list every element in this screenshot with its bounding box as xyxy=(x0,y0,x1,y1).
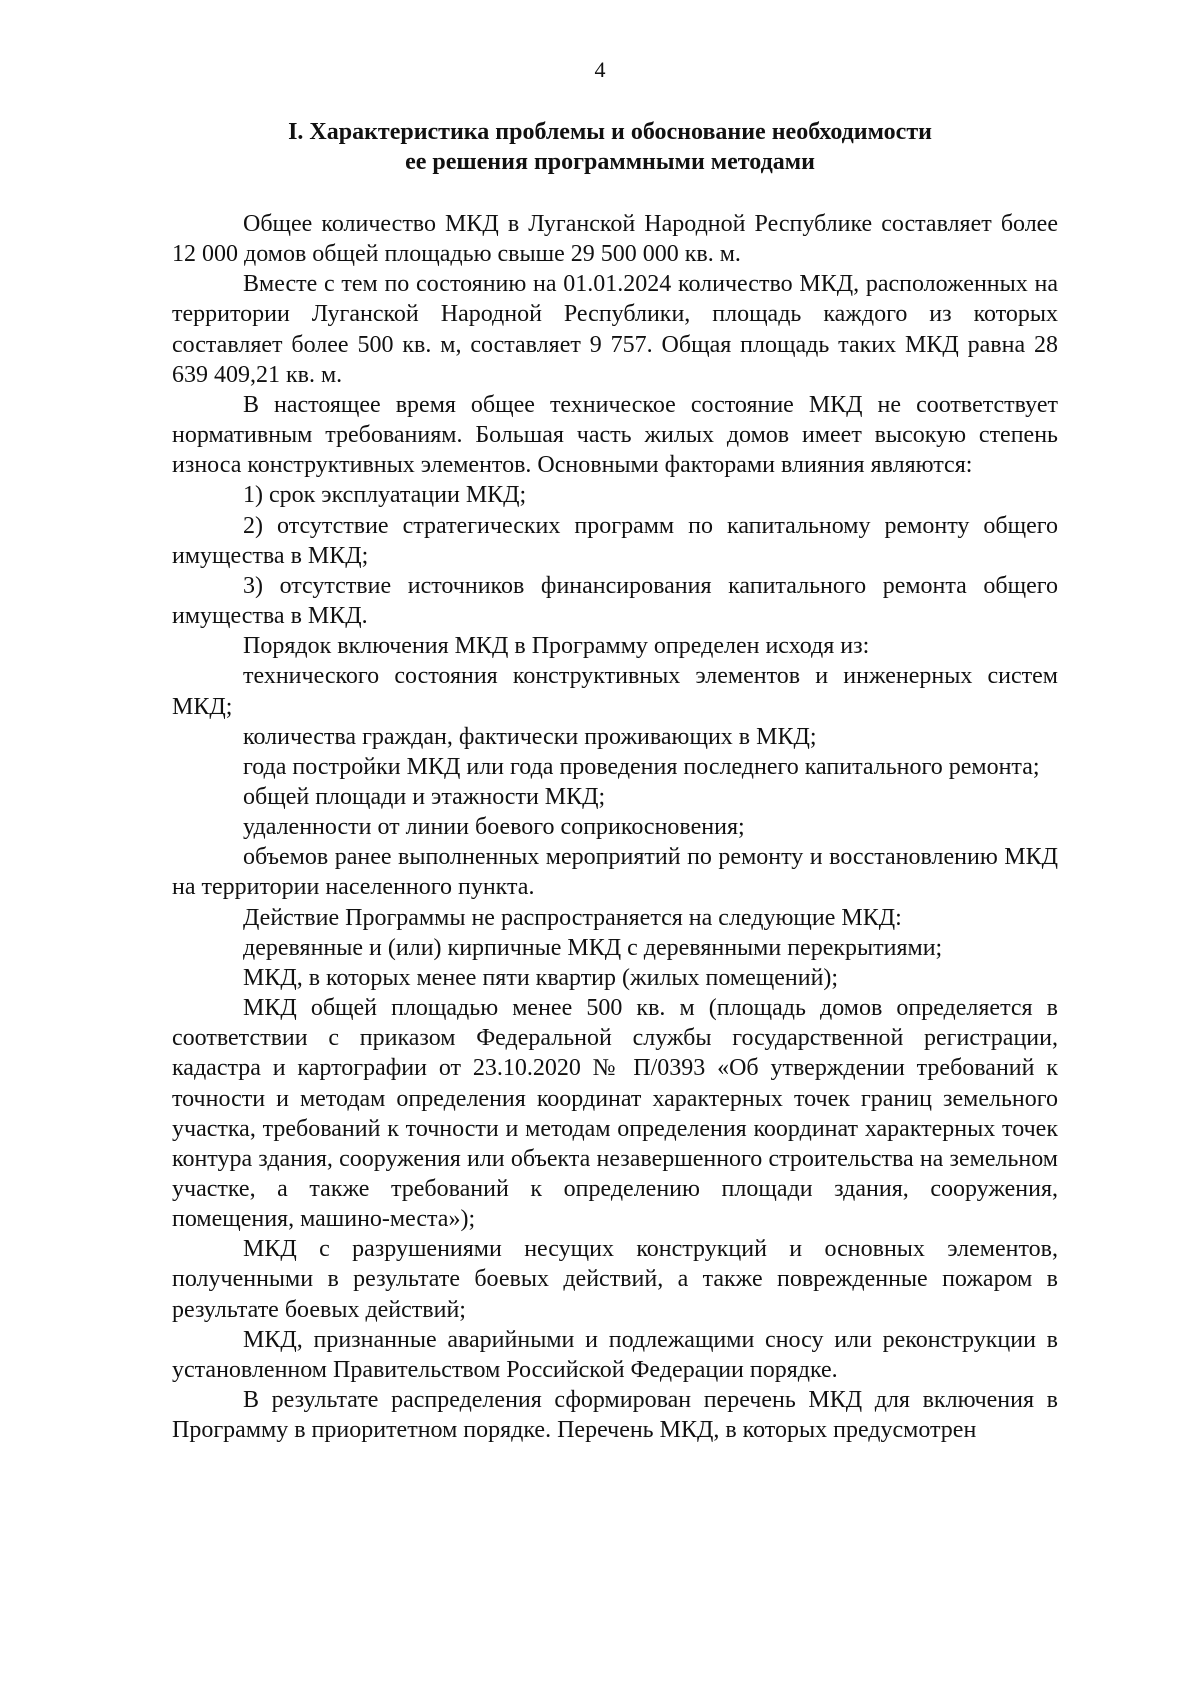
list-item-exclusion-2: МКД, в которых менее пяти квартир (жилых помещений); xyxy=(243,964,839,991)
section-heading xyxy=(170,117,1050,177)
section-heading-line-2: ее решения программными методами xyxy=(405,149,815,175)
paragraph-inclusion-order: Порядок включения МКД в Программу определен исходя из: xyxy=(243,633,870,660)
list-item-factor-2: 2) отсутствие стратегических программ по капитальному ремонту общего имущества в МКД; xyxy=(172,512,1058,569)
list-item-criterion-1: технического состояния конструктивных элементов и инженерных систем МКД; xyxy=(172,663,1058,720)
list-item-criterion-4: общей площади и этажности МКД; xyxy=(243,783,606,810)
paragraph-exclusions: Действие Программы не распространяется на следующие МКД: xyxy=(243,904,902,931)
list-item-criterion-2: количества граждан, фактически проживающих в МКД; xyxy=(243,723,817,750)
paragraph-count-2024: Вместе с тем по состоянию на 01.01.2024 количество МКД, расположенных на территории Луганской Народной Республики, площадь каждого из которых составляет более 500 кв. м, составляет 9 757. Общая площадь таких МКД равна 28 639 409,21 кв. м. xyxy=(172,271,1058,388)
paragraph-distribution-result: В результате распределения сформирован перечень МКД для включения в Программу в приоритетном порядке. Перечень МКД, в которых предусмотрен xyxy=(172,1387,1058,1444)
list-item-exclusion-5: МКД, признанные аварийными и подлежащими сносу или реконструкции в установленном Правительством Российской Федерации порядке. xyxy=(172,1326,1058,1383)
paragraph-total-count: Общее количество МКД в Луганской Народной Республике составляет более 12 000 домов общей площадью свыше 29 500 000 кв. м. xyxy=(172,211,1058,268)
body-text xyxy=(172,209,1058,1445)
list-item-criterion-6: объемов ранее выполненных мероприятий по ремонту и восстановлению МКД на территории населенного пункта. xyxy=(172,844,1058,901)
list-item-exclusion-4: МКД с разрушениями несущих конструкций и основных элементов, полученными в результате боевых действий, а также поврежденные пожаром в результате боевых действий; xyxy=(172,1236,1058,1323)
page-number: 4 xyxy=(594,57,606,82)
paragraph-technical-state: В настоящее время общее техническое состояние МКД не соответствует нормативным требованиям. Большая часть жилых домов имеет высокую степень износа конструктивных элементов. Основными факторами влияния являются: xyxy=(172,391,1058,479)
list-item-criterion-3: года постройки МКД или года проведения последнего капитального ремонта; xyxy=(243,753,1040,780)
list-item-criterion-5: удаленности от линии боевого соприкосновения; xyxy=(243,814,745,841)
list-item-factor-1: 1) срок эксплуатации МКД; xyxy=(243,482,527,509)
list-item-exclusion-1: деревянные и (или) кирпичные МКД с деревянными перекрытиями; xyxy=(243,934,943,961)
list-item-exclusion-3: МКД общей площадью менее 500 кв. м (площадь домов определяется в соответствии с приказом Федеральной службы государственной регистрации, кадастра и картографии от 23.10.2020 № П/0393 «Об утверждении требований к точности и методам определения координат характерных точек границ земельного участка, требований к точности и методам определения координат характерных точек контура здания, сооружения или объекта незавершенного строительства на земельном участке, а также требований к определению площади здания, сооружения, помещения, машино-места»); xyxy=(172,995,1058,1233)
section-heading-line-1: I. Характеристика проблемы и обоснование необходимости xyxy=(288,119,932,145)
list-item-factor-3: 3) отсутствие источников финансирования капитального ремонта общего имущества в МКД. xyxy=(172,572,1058,630)
